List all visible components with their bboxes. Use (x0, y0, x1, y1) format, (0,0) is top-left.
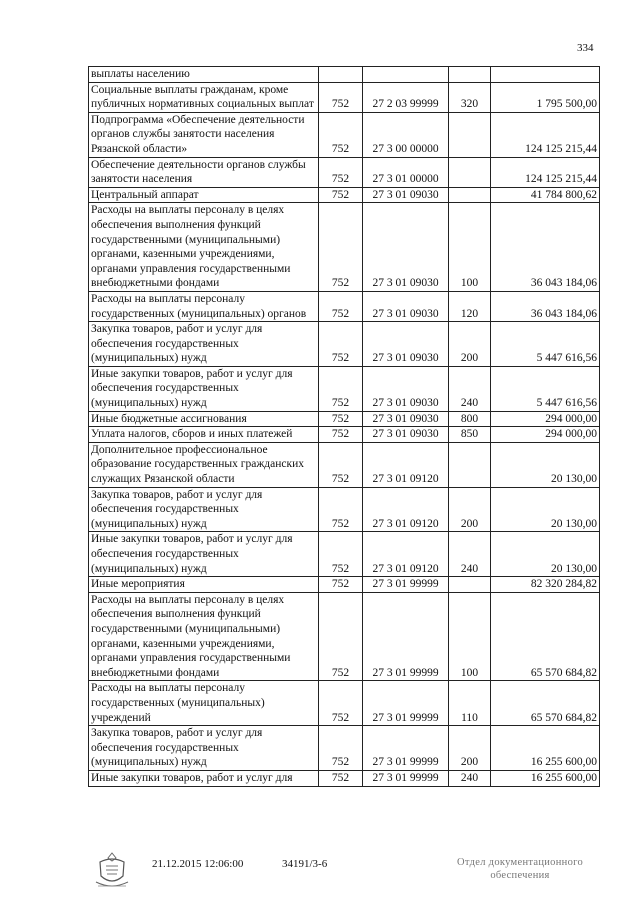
cell-name: Центральный аппарат (89, 187, 319, 203)
table-row (89, 681, 600, 726)
cell-sum: 20 130,00 (491, 487, 600, 532)
cell-ved: 752 (319, 681, 363, 726)
cell-sum: 1 795 500,00 (491, 82, 600, 112)
cell-sum: 16 255 600,00 (491, 770, 600, 786)
cell-csr: 27 3 01 99999 (363, 592, 449, 681)
cell-csr: 27 3 01 09030 (363, 427, 449, 443)
table-row (89, 67, 600, 83)
footer-department-stamp: Отдел документационного обеспечения (456, 857, 584, 881)
cell-csr: 27 2 03 99999 (363, 82, 449, 112)
cell-ved: 752 (319, 366, 363, 411)
page-number: 334 (577, 42, 594, 54)
table-row (89, 157, 600, 187)
cell-ved: 752 (319, 592, 363, 681)
table-row (89, 577, 600, 593)
cell-csr: 27 3 01 09030 (363, 291, 449, 321)
cell-name: Расходы на выплаты персоналу в целях обеспечения выполнения функций государственными (муниципальными) органами, казенными учреждениями, органами управления государственными внебюджетными фондами (89, 203, 319, 292)
cell-sum: 65 570 684,82 (491, 592, 600, 681)
footer-datetime: 21.12.2015 12:06:00 (152, 858, 244, 870)
cell-sum: 294 000,00 (491, 427, 600, 443)
cell-vr (449, 67, 491, 83)
cell-name: Иные закупки товаров, работ и услуг для (89, 770, 319, 786)
table-row (89, 427, 600, 443)
table-row (89, 770, 600, 786)
cell-sum: 20 130,00 (491, 442, 600, 487)
cell-name: Уплата налогов, сборов и иных платежей (89, 427, 319, 443)
cell-sum (491, 67, 600, 83)
cell-name: Подпрограмма «Обеспечение деятельности органов службы занятости населения Рязанской области» (89, 112, 319, 157)
cell-ved: 752 (319, 322, 363, 367)
cell-sum: 36 043 184,06 (491, 291, 600, 321)
cell-csr: 27 3 01 99999 (363, 577, 449, 593)
cell-ved: 752 (319, 82, 363, 112)
cell-vr: 120 (449, 291, 491, 321)
cell-csr: 27 3 01 09030 (363, 187, 449, 203)
cell-csr: 27 3 01 99999 (363, 770, 449, 786)
table-row (89, 82, 600, 112)
cell-sum: 16 255 600,00 (491, 726, 600, 771)
cell-sum: 5 447 616,56 (491, 366, 600, 411)
cell-name: Иные закупки товаров, работ и услуг для обеспечения государственных (муниципальных) нужд (89, 366, 319, 411)
cell-vr: 240 (449, 532, 491, 577)
cell-vr: 100 (449, 203, 491, 292)
table-row (89, 322, 600, 367)
table-row (89, 203, 600, 292)
cell-sum: 36 043 184,06 (491, 203, 600, 292)
table-row (89, 112, 600, 157)
cell-csr: 27 3 01 09120 (363, 487, 449, 532)
cell-ved: 752 (319, 411, 363, 427)
cell-vr: 200 (449, 726, 491, 771)
cell-ved: 752 (319, 770, 363, 786)
cell-name: Закупка товаров, работ и услуг для обеспечения государственных (муниципальных) нужд (89, 322, 319, 367)
coat-of-arms-stamp-icon (90, 850, 134, 890)
cell-vr: 850 (449, 427, 491, 443)
cell-name: Дополнительное профессиональное образование государственных гражданских служащих Рязанской области (89, 442, 319, 487)
cell-ved: 752 (319, 442, 363, 487)
cell-vr (449, 187, 491, 203)
cell-sum: 65 570 684,82 (491, 681, 600, 726)
cell-csr: 27 3 01 09120 (363, 532, 449, 577)
cell-ved: 752 (319, 157, 363, 187)
cell-name: Иные мероприятия (89, 577, 319, 593)
cell-vr (449, 577, 491, 593)
budget-table (88, 66, 600, 787)
cell-ved: 752 (319, 187, 363, 203)
cell-ved: 752 (319, 577, 363, 593)
cell-csr: 27 3 00 00000 (363, 112, 449, 157)
footer-doc-number: 34191/3-6 (282, 858, 328, 870)
cell-name: Расходы на выплаты персоналу государственных (муниципальных) учреждений (89, 681, 319, 726)
cell-vr: 320 (449, 82, 491, 112)
cell-vr: 110 (449, 681, 491, 726)
cell-ved (319, 67, 363, 83)
cell-name: Закупка товаров, работ и услуг для обеспечения государственных (муниципальных) нужд (89, 726, 319, 771)
cell-name: Иные бюджетные ассигнования (89, 411, 319, 427)
cell-sum: 124 125 215,44 (491, 157, 600, 187)
cell-vr: 100 (449, 592, 491, 681)
cell-csr: 27 3 01 09030 (363, 203, 449, 292)
cell-ved: 752 (319, 112, 363, 157)
cell-csr (363, 67, 449, 83)
cell-sum: 294 000,00 (491, 411, 600, 427)
cell-vr: 200 (449, 487, 491, 532)
cell-ved: 752 (319, 487, 363, 532)
cell-name: Закупка товаров, работ и услуг для обеспечения государственных (муниципальных) нужд (89, 487, 319, 532)
table-row (89, 411, 600, 427)
cell-csr: 27 3 01 09030 (363, 322, 449, 367)
cell-csr: 27 3 01 09030 (363, 411, 449, 427)
cell-csr: 27 3 01 99999 (363, 681, 449, 726)
cell-csr: 27 3 01 99999 (363, 726, 449, 771)
cell-vr (449, 112, 491, 157)
cell-sum: 5 447 616,56 (491, 322, 600, 367)
cell-vr (449, 442, 491, 487)
cell-ved: 752 (319, 203, 363, 292)
cell-sum: 20 130,00 (491, 532, 600, 577)
cell-vr: 200 (449, 322, 491, 367)
cell-ved: 752 (319, 427, 363, 443)
cell-name: Расходы на выплаты персоналу в целях обеспечения выполнения функций государственными (муниципальными) органами, казенными учреждениями, органами управления государственными внебюджетными фондами (89, 592, 319, 681)
cell-vr (449, 157, 491, 187)
cell-name: Расходы на выплаты персоналу государственных (муниципальных) органов (89, 291, 319, 321)
cell-csr: 27 3 01 09030 (363, 366, 449, 411)
table-row (89, 487, 600, 532)
cell-name: выплаты населению (89, 67, 319, 83)
table-row (89, 366, 600, 411)
table-row (89, 592, 600, 681)
cell-csr: 27 3 01 00000 (363, 157, 449, 187)
table-row (89, 442, 600, 487)
table-row (89, 187, 600, 203)
cell-vr: 240 (449, 366, 491, 411)
table-row (89, 291, 600, 321)
cell-name: Иные закупки товаров, работ и услуг для обеспечения государственных (муниципальных) нужд (89, 532, 319, 577)
table-row (89, 532, 600, 577)
cell-name: Обеспечение деятельности органов службы занятости населения (89, 157, 319, 187)
cell-ved: 752 (319, 291, 363, 321)
cell-sum: 82 320 284,82 (491, 577, 600, 593)
cell-sum: 41 784 800,62 (491, 187, 600, 203)
table-row (89, 726, 600, 771)
cell-vr: 800 (449, 411, 491, 427)
cell-ved: 752 (319, 532, 363, 577)
cell-csr: 27 3 01 09120 (363, 442, 449, 487)
cell-vr: 240 (449, 770, 491, 786)
cell-name: Социальные выплаты гражданам, кроме публичных нормативных социальных выплат (89, 82, 319, 112)
cell-sum: 124 125 215,44 (491, 112, 600, 157)
cell-ved: 752 (319, 726, 363, 771)
